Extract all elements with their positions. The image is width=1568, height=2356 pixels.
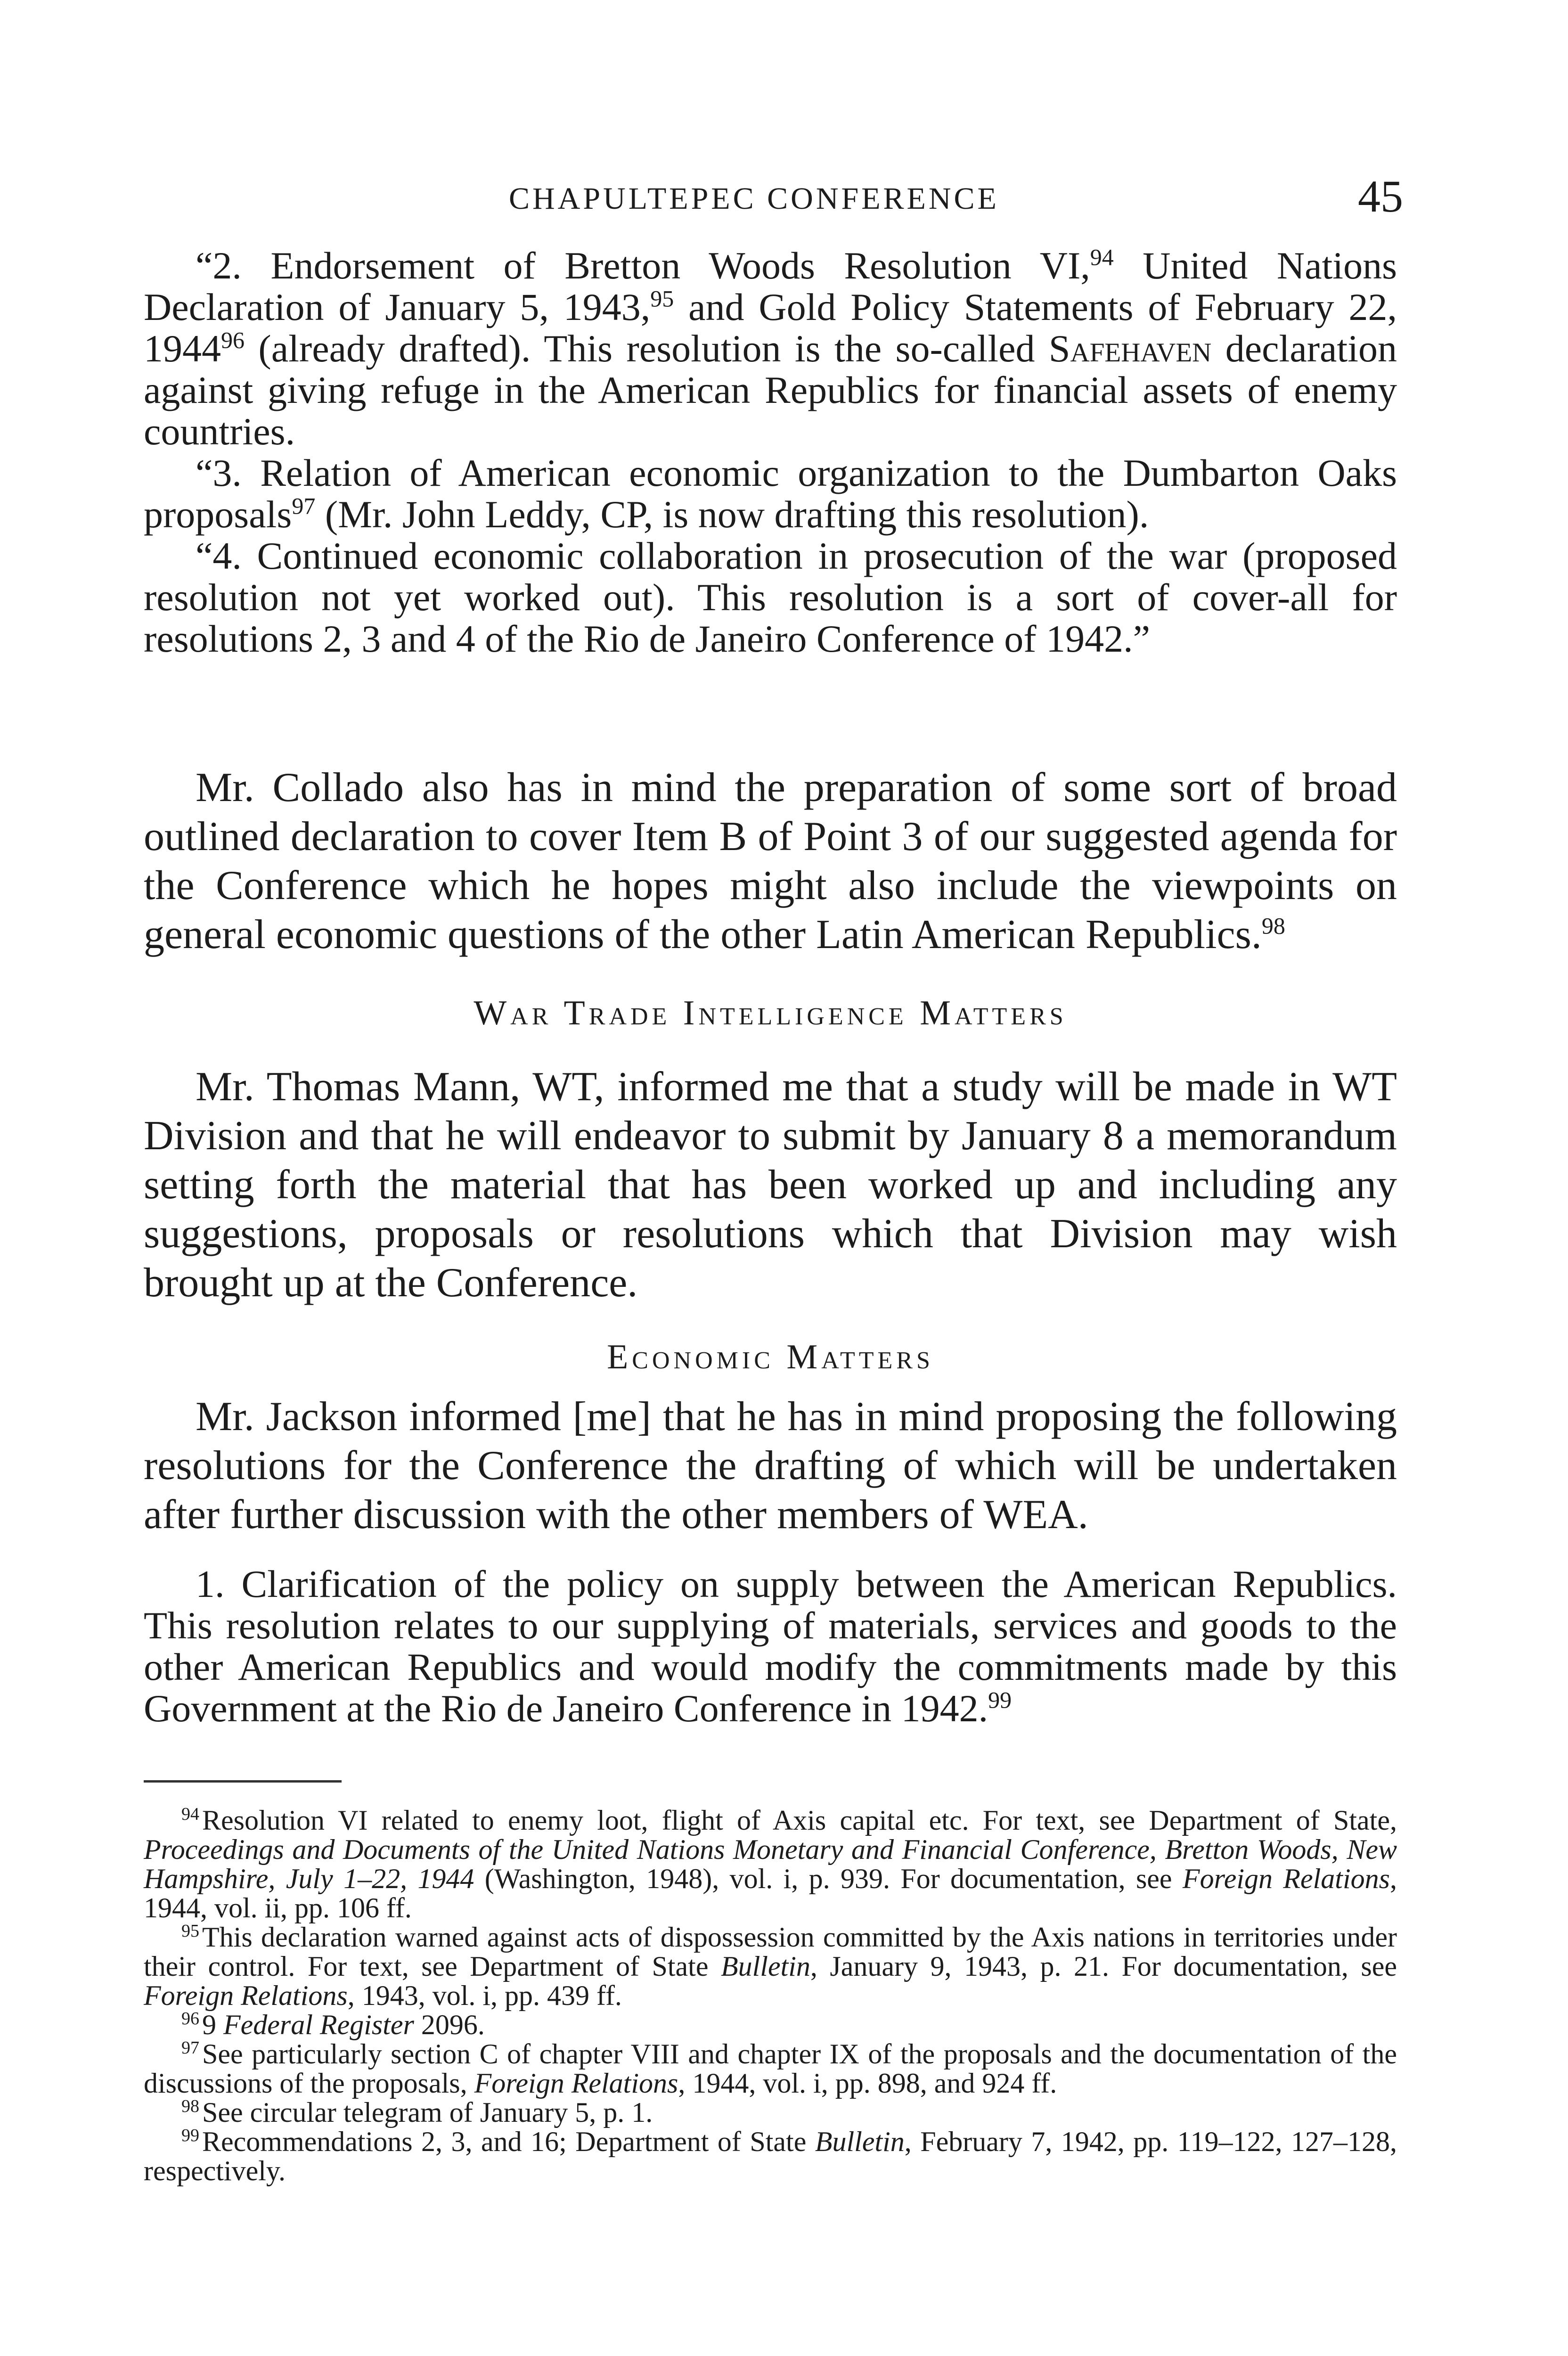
heading-economic-matters: Economic Matters: [607, 1338, 934, 1376]
collado-section: [144, 763, 1397, 959]
footnote-99: $^{99}$ Recommendations 2, 3, and 16; Department of State Bulletin, February 7, 1942, pp. 119–122, 127–128, respectively.: [144, 2126, 1397, 2186]
footnote-94: $^{94}$ Resolution VI related to enemy loot, flight of Axis capital etc. For text, see Department of State, Proceedings and Documents of the United Nations Monetary and Financial Conference, Bretton Woods, New Hampshire, July 1–22, 1944 (Washington, 1948), vol. i, p. 939. For documentation, see Foreign Relations, 1944, vol. ii, pp. 106 ff.: [144, 1804, 1397, 1923]
paragraph-item-3: “3. Relation of American economic organization to the Dumbarton Oaks proposals$^{97}$ (Mr. John Leddy, CP, is now drafting this resolution).: [144, 451, 1397, 536]
footnote-divider: [144, 1780, 342, 1783]
quoted-resolutions: [144, 245, 1397, 660]
footnote-ref-95: 95: [650, 285, 674, 312]
footnote-95: $^{95}$ This declaration warned against acts of dispossession committed by the Axis nations in territories under their control. For text, see Department of State Bulletin, January 9, 1943, p. 21. For documentation, see Foreign Relations, 1943, vol. i, pp. 439 ff.: [144, 1921, 1397, 2011]
paragraph-jackson: Mr. Jackson informed [me] that he has in mind proposing the following resolutions for the Conference the drafting of which will be undertaken after further discussion with the other members of WEA.: [144, 1394, 1397, 1538]
heading-war-trade-intelligence: War Trade Intelligence Matters: [474, 994, 1067, 1032]
paragraph-mann: Mr. Thomas Mann, WT, informed me that a study will be made in WT Division and that he will endeavor to submit by January 8 a memorandum setting forth the material that has been worked up and including any suggestions, proposals or resolutions which that Division may wish brought up at the Conference.: [144, 1064, 1397, 1306]
footnote-96: $^{96}$ 9 Federal Register 2096.: [181, 2009, 485, 2040]
clarification-section: [144, 1563, 1397, 1729]
economic-section: [144, 1392, 1397, 1539]
footnote-ref-94: 94: [1090, 244, 1114, 270]
footnote-97: $^{97}$ See particularly section C of chapter VIII and chapter IX of the proposals and the documentation of the discussions of the proposals, Foreign Relations, 1944, vol. i, pp. 898, and 924 ff.: [144, 2038, 1397, 2099]
running-title: CHAPULTEPEC CONFERENCE: [509, 181, 999, 216]
paragraph-item-2: “2. Endorsement of Bretton Woods Resolution VI,$^{94}$ United Nations Declaration of January 5, 1943,95 and Gold Policy Statements of February 22, 1944$^{96}$ (already drafted). This resolution is the so-called Safehaven declaration against giving refuge in the American Republics for financial assets of enemy countries.: [144, 244, 1397, 453]
footnote-ref-97: 97: [292, 492, 316, 519]
war-trade-section: [144, 1063, 1397, 1308]
paragraph-clarification: 1. Clarification of the policy on supply between the American Republics. This resolution relates to our supplying of materials, services and goods to the other American Republics and would modify the commitments made by this Government at the Rio de Janeiro Conference in 1942.99: [144, 1562, 1397, 1730]
footnotes: [144, 1806, 1397, 2185]
footnote-98: $^{98}$ See circular telegram of January 5, p. 1.: [181, 2096, 653, 2128]
page-number: 45: [1358, 171, 1403, 221]
footnote-ref-98: 98: [1261, 912, 1285, 939]
running-head: [0, 171, 1568, 227]
footnote-ref-99: 99: [988, 1686, 1012, 1713]
footnote-ref-96: 96: [221, 327, 245, 353]
paragraph-collado: Mr. Collado also has in mind the preparation of some sort of broad outlined declaration to cover Item B of Point 3 of our suggested agenda for the Conference which he hopes might also include the viewpoints on general economic questions of the other Latin American Republics.$^{98}$: [144, 765, 1397, 957]
safehaven-term: Safehaven: [1048, 327, 1212, 370]
paragraph-item-4: “4. Continued economic collaboration in prosecution of the war (proposed resolution not yet worked out). This resolution is a sort of cover-all for resolutions 2, 3 and 4 of the Rio de Janeiro Conference of 1942.”: [144, 534, 1397, 660]
